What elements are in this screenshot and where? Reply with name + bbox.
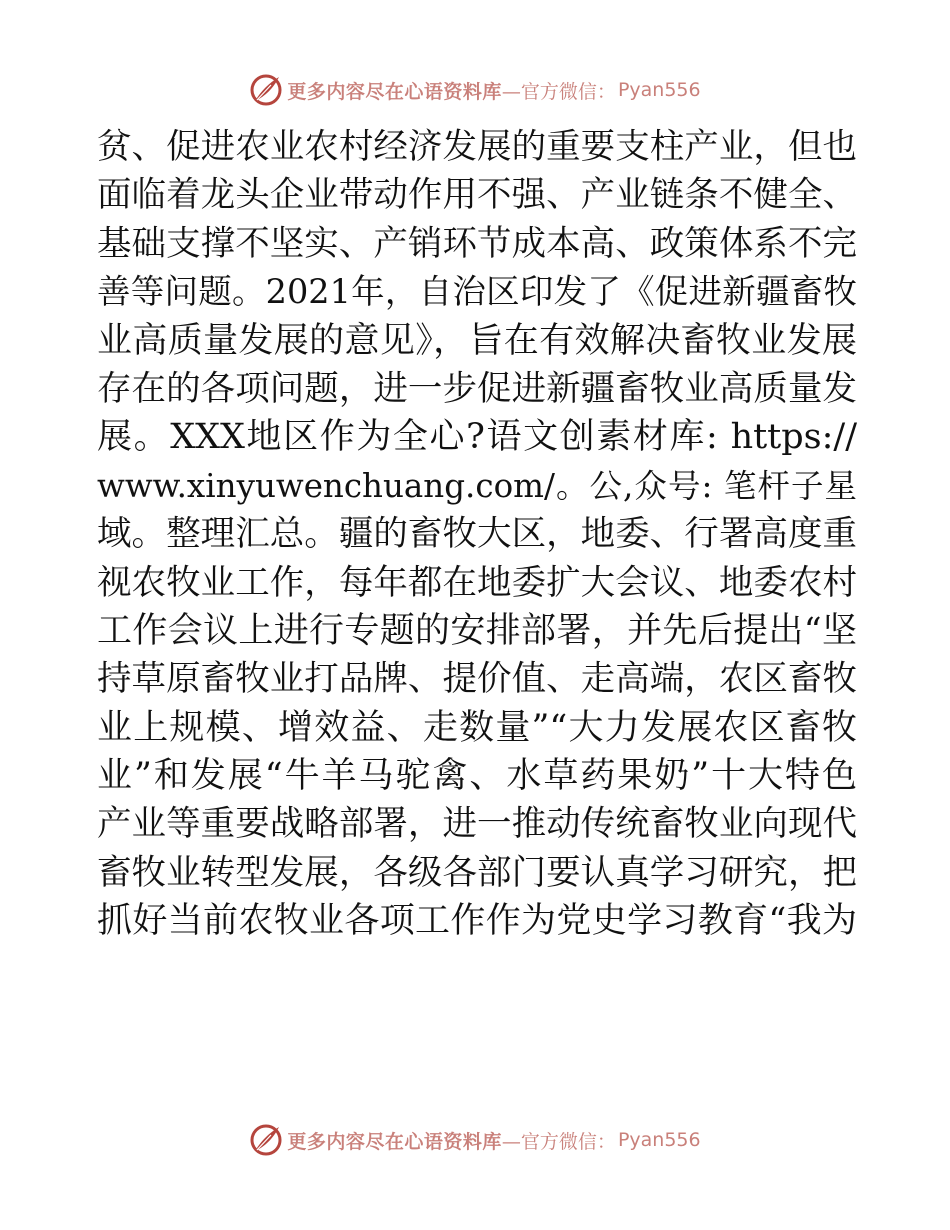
- header-banner-account: Pyan556: [617, 79, 701, 101]
- header-banner: [0, 70, 950, 110]
- body-line: 面临着龙头企业带动作用不强、产业链条不健全、: [97, 175, 857, 216]
- header-banner-text: 更多内容尽在心语资料库: [287, 80, 502, 103]
- body-line: 持草原畜牧业打品牌、提价值、走高端，农区畜牧: [97, 659, 857, 700]
- body-line: 贫、促进农业农村经济发展的重要支柱产业，但也: [97, 127, 857, 167]
- body-line: 业”和发展“牛羊马驼禽、水草药果奶”十大特色: [97, 756, 857, 797]
- footer-banner-account: Pyan556: [617, 1129, 701, 1151]
- body-line: 视农牧业工作，每年都在地委扩大会议、地委农村: [97, 562, 857, 603]
- feather-quill-logo-icon: [249, 1123, 283, 1157]
- body-line: 域。整理汇总。疆的畜牧大区，地委、行署高度重: [97, 514, 857, 555]
- body-line: 存在的各项问题，进一步促进新疆畜牧业高质量发: [97, 368, 857, 409]
- body-line: 抓好当前农牧业各项工作作为党史学习教育“我为: [97, 901, 857, 942]
- header-banner-separator: —官方微信：: [501, 80, 616, 103]
- feather-quill-logo-icon: [249, 73, 283, 107]
- body-line: www.xinyuwenchuang.com/。公,众号: 笔杆子星: [97, 466, 857, 505]
- body-line: 业上规模、增效益、走数量”“大力发展农区畜牧: [97, 707, 857, 748]
- footer-banner-text: 更多内容尽在心语资料库: [287, 1130, 502, 1153]
- body-line: 善等问题。2021年，自治区印发了《促进新疆畜牧: [97, 272, 857, 312]
- body-line: 业高质量发展的意见》，旨在有效解决畜牧业发展: [97, 320, 857, 361]
- body-line: 畜牧业转型发展，各级各部门要认真学习研究，把: [97, 852, 857, 893]
- body-line: 展。XXX地区作为全心?语文创素材库: https://: [97, 417, 857, 458]
- footer-banner-separator: —官方微信：: [501, 1130, 616, 1153]
- body-line: 产业等重要战略部署，进一推动传统畜牧业向现代: [97, 804, 857, 845]
- body-line: 工作会议上进行专题的安排部署，并先后提出“坚: [97, 610, 857, 651]
- footer-banner: [0, 1120, 950, 1160]
- body-line: 基础支撑不坚实、产销环节成本高、政策体系不完: [97, 223, 857, 264]
- document-body: [97, 123, 857, 946]
